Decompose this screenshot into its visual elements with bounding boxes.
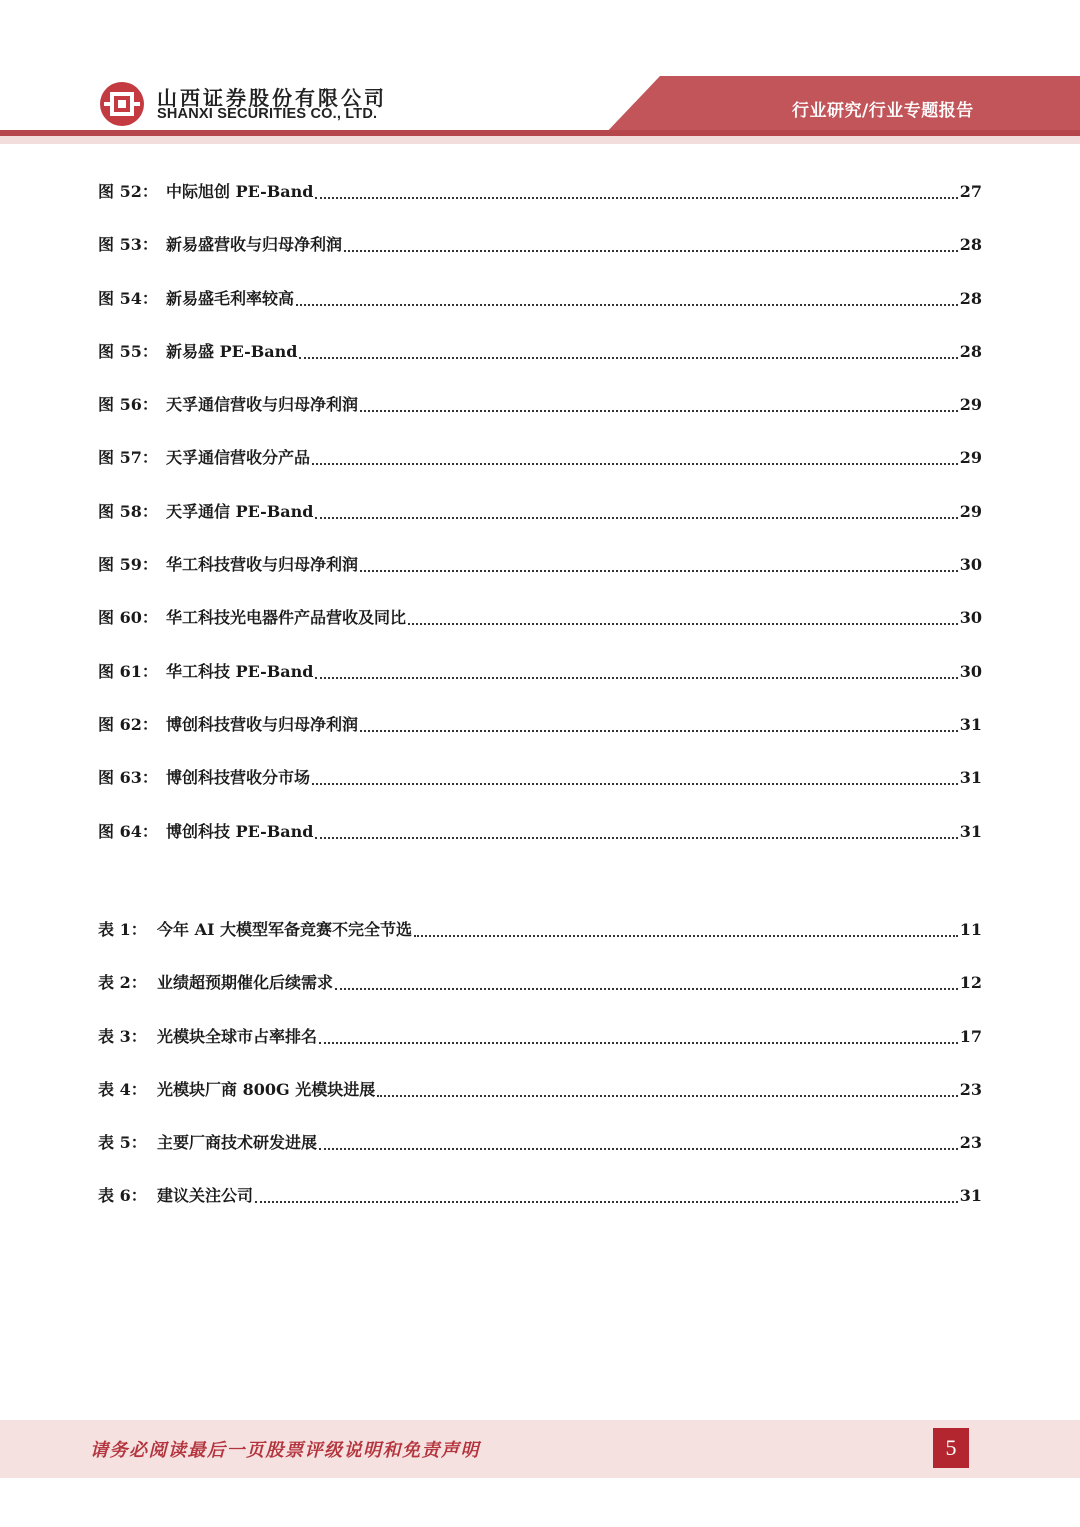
leader-dots (312, 767, 958, 785)
entry-page: 11 (959, 920, 982, 939)
toc-entry[interactable] (98, 1079, 982, 1132)
entry-title: 中际旭创 PE-Band (166, 182, 314, 201)
entry-label: 图 64： (98, 821, 158, 841)
entry-title: 今年 AI 大模型军备竞赛不完全节选 (157, 920, 413, 939)
toc-entry[interactable] (98, 919, 982, 972)
leader-dots (335, 972, 958, 990)
entry-page: 30 (959, 555, 982, 575)
entry-title: 华工科技 PE-Band (166, 661, 314, 681)
toc-entry[interactable] (98, 972, 982, 1025)
entry-title: 新易盛营收与归母净利润 (166, 235, 343, 255)
entry-page: 28 (959, 341, 982, 361)
entry-title: 华工科技光电器件产品营收及同比 (166, 608, 407, 628)
entry-label: 图 63： (98, 768, 158, 788)
leader-dots (315, 501, 957, 519)
leader-dots (312, 447, 958, 465)
entry-page: 29 (959, 448, 982, 468)
entry-page: 29 (959, 501, 982, 521)
entry-title: 业绩超预期催化后续需求 (157, 973, 334, 993)
entry-label: 图 52： (98, 182, 158, 201)
page-footer (0, 1420, 1080, 1478)
leader-dots (315, 821, 957, 839)
entry-page: 23 (959, 1133, 982, 1153)
shanxi-securities-logo-icon (98, 80, 146, 128)
leader-dots (299, 341, 957, 359)
table-list (98, 919, 982, 1239)
entry-page: 17 (959, 1026, 982, 1046)
company-name-en: SHANXI SECURITIES CO., LTD. (157, 106, 378, 122)
entry-page: 29 (959, 395, 982, 415)
entry-label: 表 4： (98, 1079, 147, 1099)
toc-entry[interactable] (98, 341, 982, 394)
entry-label: 表 5： (98, 1133, 147, 1153)
toc-entry[interactable] (98, 181, 982, 234)
entry-label: 图 61： (98, 661, 158, 681)
leader-dots (315, 181, 957, 199)
entry-page: 23 (959, 1079, 982, 1099)
entry-page: 27 (959, 182, 982, 201)
toc-entry[interactable] (98, 767, 982, 820)
entry-label: 表 3： (98, 1026, 147, 1046)
toc-entry[interactable] (98, 394, 982, 447)
report-type: 行业研究/行业专题报告 (792, 101, 974, 121)
leader-dots (414, 919, 958, 937)
entry-page: 28 (959, 235, 982, 255)
entry-title: 天孚通信营收与归母净利润 (166, 395, 359, 415)
toc-entry[interactable] (98, 714, 982, 767)
entry-label: 表 6： (98, 1186, 147, 1206)
entry-title: 光模块厂商 800G 光模块进展 (157, 1079, 376, 1099)
entry-page: 30 (959, 661, 982, 681)
entry-title: 新易盛毛利率较高 (166, 288, 295, 308)
leader-dots (360, 394, 958, 412)
leader-dots (296, 288, 958, 306)
header-divider-shadow (0, 136, 1080, 144)
entry-title: 光模块全球市占率排名 (157, 1026, 318, 1046)
entry-page: 31 (959, 714, 982, 734)
toc-entry[interactable] (98, 1132, 982, 1185)
leader-dots (377, 1079, 958, 1097)
page-number: 5 (933, 1428, 969, 1468)
entry-page: 28 (959, 288, 982, 308)
toc-entry[interactable] (98, 447, 982, 500)
entry-label: 图 55： (98, 341, 158, 361)
figure-list (98, 181, 982, 874)
toc-entry[interactable] (98, 607, 982, 660)
entry-title: 博创科技营收分市场 (166, 768, 311, 788)
entry-title: 博创科技营收与归母净利润 (166, 714, 359, 734)
entry-title: 主要厂商技术研发进展 (157, 1133, 318, 1153)
entry-page: 31 (959, 1186, 982, 1206)
toc-entry[interactable] (98, 501, 982, 554)
toc-entry[interactable] (98, 288, 982, 341)
entry-label: 图 57： (98, 448, 158, 468)
leader-dots (255, 1185, 958, 1203)
entry-page: 31 (959, 768, 982, 788)
entry-label: 图 58： (98, 501, 158, 521)
entry-label: 图 62： (98, 714, 158, 734)
entry-label: 图 59： (98, 555, 158, 575)
entry-label: 表 1： (98, 920, 147, 939)
company-name-cn: 山西证券股份有限公司 (157, 86, 387, 110)
entry-title: 天孚通信 PE-Band (166, 501, 314, 521)
leader-dots (315, 661, 957, 679)
entry-label: 图 53： (98, 235, 158, 255)
toc-entry[interactable] (98, 1026, 982, 1079)
leader-dots (319, 1026, 958, 1044)
entry-page: 12 (959, 973, 982, 993)
entry-label: 表 2： (98, 973, 147, 993)
entry-label: 图 56： (98, 395, 158, 415)
toc-entry[interactable] (98, 234, 982, 287)
entry-title: 博创科技 PE-Band (166, 821, 314, 841)
entry-title: 华工科技营收与归母净利润 (166, 555, 359, 575)
entry-page: 31 (959, 821, 982, 841)
page-header (0, 0, 1080, 150)
leader-dots (344, 234, 958, 252)
entry-title: 新易盛 PE-Band (166, 341, 298, 361)
toc-entry[interactable] (98, 554, 982, 607)
leader-dots (360, 554, 958, 572)
toc-entry[interactable] (98, 821, 982, 874)
entry-page: 30 (959, 608, 982, 628)
entry-label: 图 54： (98, 288, 158, 308)
entry-label: 图 60： (98, 608, 158, 628)
leader-dots (408, 607, 958, 625)
disclaimer-notice: 请务必阅读最后一页股票评级说明和免责声明 (90, 1440, 480, 1461)
entry-title: 建议关注公司 (157, 1186, 254, 1206)
leader-dots (360, 714, 958, 732)
toc-entry[interactable] (98, 661, 982, 714)
entry-title: 天孚通信营收分产品 (166, 448, 311, 468)
toc-entry[interactable] (98, 1185, 982, 1238)
leader-dots (319, 1132, 958, 1150)
